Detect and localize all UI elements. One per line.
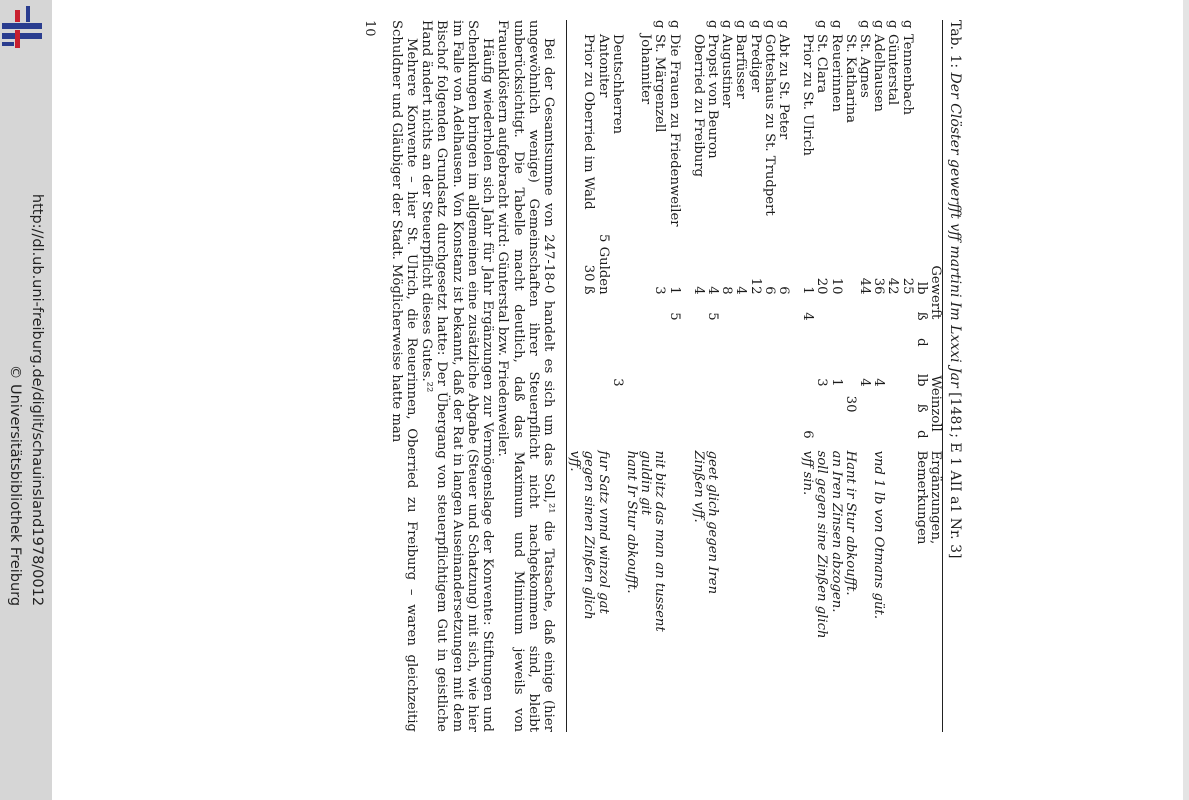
cell-weinzoll-d	[566, 417, 581, 443]
cell-gap	[638, 351, 652, 365]
cell-gewerft-d	[814, 325, 828, 351]
cell-gewerft-lb	[638, 234, 652, 299]
scanned-page	[248, 0, 988, 800]
cell-weinzoll-lb	[638, 365, 652, 391]
cell-remark: nit bitz das man an tussent	[652, 450, 668, 632]
cell-remark: hant Ir Stur abkoufft.	[623, 450, 639, 594]
copyright-text: © Universitätsbibliothek Freiburg	[7, 364, 23, 607]
cell-remark	[899, 443, 913, 732]
cell-remark: vnd 1 lb von Otmans güt.	[871, 450, 887, 620]
cell-gap	[800, 351, 814, 365]
cell-weinzoll-s	[899, 391, 913, 417]
cell-gap	[857, 351, 871, 365]
table-caption	[947, 20, 963, 732]
cell-remark: an Iren Zinsen abzogen.	[828, 450, 844, 613]
cell-weinzoll-lb: 4	[856, 378, 872, 387]
source-url[interactable]: http://dl.ub.uni-freiburg.de/diglit/schauinsland1978/0012	[29, 193, 45, 607]
cell-gewerft-d	[666, 325, 680, 351]
cell-gewerft-s	[776, 299, 790, 325]
cell-gap	[595, 351, 609, 365]
cell-weinzoll-s	[638, 391, 652, 417]
cell-gewerft-d	[800, 325, 814, 351]
cell-weinzoll-d	[871, 417, 885, 443]
cell-weinzoll-lb	[691, 365, 705, 391]
cell-weinzoll-d	[595, 417, 609, 443]
cell-gewerft-lb: 5 Gulden	[595, 234, 611, 295]
cell-gewerft-s	[843, 299, 857, 325]
table-row	[843, 20, 857, 732]
cell-weinzoll-d	[638, 417, 652, 443]
body-text	[389, 20, 556, 732]
table-row	[899, 20, 913, 732]
cell-name: Abt zu St. Peter	[775, 34, 791, 140]
paragraph: Häufig wiederholen sich Jahr für Jahr Ergänzungen zur Vermögenslage der Konvente: Stiftungen und Schenkungen bringen im allgemeinen eine zusätzliche Abgabe (Steuer und Schatzung) mit sich, wie hier im Falle von Adelhausen. Von Konstanz ist bekannt, daß der Rat in langen Auseinandersetzungen mit dem Bischof folgenden Grundsatz durchgesetzt hatte: Der Übergang von steuerpflichtigem Gut in geistliche Hand ändert nichts an der Steuerpflicht dieses Gutes.²²	[419, 20, 496, 732]
cell-name: Prior zu Oberried im Wald	[581, 34, 597, 210]
page-edge	[1183, 0, 1189, 800]
cell-remark: vff sin.	[800, 450, 816, 496]
header-d: d	[913, 338, 929, 347]
page-number: 10	[361, 20, 377, 37]
cell-weinzoll-lb	[719, 365, 733, 391]
ub-freiburg-logo-icon	[0, 6, 44, 52]
cell-marker	[581, 20, 595, 34]
cell-gap	[610, 351, 624, 365]
table-row	[652, 20, 666, 732]
cell-gap	[581, 351, 595, 365]
table-row	[776, 20, 790, 732]
header-ergaenzungen: Ergänzungen,	[928, 450, 943, 545]
cell-weinzoll-d	[581, 417, 595, 443]
cell-weinzoll-s	[828, 391, 842, 417]
cell-gewerft-d	[857, 325, 871, 351]
cell-gewerft-s	[624, 299, 638, 325]
cell-gewerft-lb: 25	[899, 277, 915, 295]
cell-weinzoll-s	[747, 391, 761, 417]
cell-weinzoll-lb	[595, 365, 609, 391]
cell-gewerft-s: 5	[666, 312, 682, 321]
cell-marker: g	[719, 20, 735, 29]
cell-remark	[885, 443, 899, 732]
cell-marker: g	[704, 20, 720, 29]
cell-weinzoll-lb	[566, 365, 581, 391]
cell-marker: g	[666, 20, 682, 29]
cell-weinzoll-lb: 3	[609, 378, 625, 387]
cell-weinzoll-d	[705, 417, 719, 443]
table-row	[814, 20, 828, 732]
cell-gewerft-s	[595, 299, 609, 325]
cell-gewerft-d	[581, 325, 595, 351]
cell-weinzoll-s	[581, 391, 595, 417]
cell-weinzoll-d	[610, 417, 624, 443]
cell-weinzoll-d	[691, 417, 705, 443]
cell-gewerft-d	[899, 325, 913, 351]
cell-weinzoll-s	[610, 391, 624, 417]
table-row	[581, 20, 595, 732]
cell-gewerft-s	[566, 299, 581, 325]
cell-weinzoll-lb: 3	[814, 378, 830, 387]
cell-gewerft-d	[624, 325, 638, 351]
cell-weinzoll-s	[719, 391, 733, 417]
cell-remark: geet glich gegen Iren	[704, 450, 720, 595]
cell-gewerft-s	[719, 299, 733, 325]
cell-weinzoll-d	[719, 417, 733, 443]
cell-weinzoll-s	[857, 391, 871, 417]
cell-gewerft-d	[762, 325, 776, 351]
cell-name: Augustiner	[719, 34, 735, 108]
cell-gap	[705, 351, 719, 365]
cell-gewerft-lb: 1	[666, 286, 682, 295]
table-row	[610, 20, 624, 732]
cell-name: Gotteshaus zu St. Trudpert	[761, 34, 777, 216]
cell-gap	[719, 351, 733, 365]
cell-gewerft-d	[595, 325, 609, 351]
cell-marker: g	[761, 20, 777, 29]
header-gewerft: Gewerft	[928, 265, 943, 320]
cell-weinzoll-lb	[800, 365, 814, 391]
viewer-sidebar	[0, 0, 52, 800]
cell-gewerft-lb: 6	[775, 286, 791, 295]
cell-gewerft-lb: 20	[814, 277, 830, 295]
cell-gewerft-lb: 44	[856, 277, 872, 295]
table-row	[705, 20, 719, 732]
cell-remark: fur Satz vnnd winzol gat	[595, 450, 611, 614]
cell-name	[624, 34, 638, 234]
cell-weinzoll-lb: 4	[871, 378, 887, 387]
cell-marker: g	[775, 20, 791, 29]
cell-remark	[719, 443, 733, 732]
cell-name: Prior zu St. Ulrich	[800, 34, 816, 156]
cell-gewerft-lb: 42	[885, 277, 901, 295]
table-row	[719, 20, 733, 732]
cell-weinzoll-s	[666, 391, 680, 417]
cell-name: Propst von Beuron	[704, 34, 720, 159]
cell-gap	[747, 351, 761, 365]
cell-gewerft-s	[733, 299, 747, 325]
cell-name: St. Märgenzell	[652, 34, 668, 133]
cell-weinzoll-lb	[885, 365, 899, 391]
cell-gap	[652, 351, 666, 365]
table-row	[566, 20, 581, 732]
cell-gewerft-d	[719, 325, 733, 351]
cell-weinzoll-d	[828, 417, 842, 443]
cell-weinzoll-d	[747, 417, 761, 443]
cell-name: Adelhausen	[871, 34, 887, 112]
cell-weinzoll-lb	[705, 365, 719, 391]
cell-name: Johanniter	[638, 34, 654, 105]
header-s: ß	[913, 403, 929, 413]
cell-gewerft-lb	[843, 234, 857, 299]
cell-gap	[624, 351, 638, 365]
cell-name: Oberried zu Freiburg	[690, 34, 706, 178]
cell-weinzoll-s	[885, 391, 899, 417]
cell-weinzoll-d	[776, 417, 790, 443]
cell-gewerft-s	[857, 299, 871, 325]
cell-gap	[814, 351, 828, 365]
table-row	[595, 20, 609, 732]
cell-gewerft-s	[652, 299, 666, 325]
cell-weinzoll-lb	[762, 365, 776, 391]
caption-source: [1481; E 1 AII a1 Nr. 3]	[947, 387, 963, 559]
cell-gewerft-s	[762, 299, 776, 325]
cell-marker: g	[747, 20, 763, 29]
cell-weinzoll-s	[691, 391, 705, 417]
cell-gewerft-lb: 10	[828, 277, 844, 295]
cell-marker	[638, 20, 652, 34]
credit-text	[4, 194, 48, 606]
cell-name: Die Frauen zu Friedenweiler	[666, 34, 682, 227]
cell-weinzoll-s	[762, 391, 776, 417]
cell-name: St. Agnes	[856, 34, 872, 98]
cell-gap	[899, 351, 913, 365]
cell-remark	[762, 443, 776, 732]
table-row	[800, 20, 814, 732]
cell-name: Reuerinnen	[828, 34, 844, 112]
cell-gap	[885, 351, 899, 365]
cell-gap	[666, 351, 680, 365]
cell-gap	[733, 351, 747, 365]
cell-weinzoll-lb	[581, 365, 595, 391]
cell-marker	[800, 20, 814, 34]
cell-name: Deutschherren	[609, 34, 625, 135]
cell-weinzoll-d	[652, 417, 666, 443]
cell-gewerft-lb: 1	[800, 286, 816, 295]
cell-marker: g	[856, 20, 872, 29]
header-lb: lb	[913, 281, 929, 295]
cell-remark: gegen sinen Zinßen glich	[581, 450, 597, 620]
cell-gewerft-d	[610, 325, 624, 351]
table-row	[871, 20, 885, 732]
header-lb: lb	[913, 373, 929, 387]
cell-gewerft-s	[610, 299, 624, 325]
cell-name: Prediger	[747, 34, 763, 93]
cell-weinzoll-lb	[899, 365, 913, 391]
cell-marker	[566, 20, 581, 34]
cell-name: Tennenbach	[899, 34, 915, 116]
cell-weinzoll-lb	[843, 365, 857, 391]
cell-gewerft-lb: 4	[704, 286, 720, 295]
cell-weinzoll-lb	[747, 365, 761, 391]
table-row	[666, 20, 680, 732]
cell-gewerft-d	[828, 325, 842, 351]
cell-gewerft-lb: 30 ß	[581, 264, 597, 295]
table-row	[828, 20, 842, 732]
cell-name: Barfüsser	[733, 34, 749, 99]
cell-gewerft-d	[885, 325, 899, 351]
cell-marker: g	[652, 20, 668, 29]
cell-name: Antoniter	[595, 34, 611, 98]
cell-marker	[595, 20, 609, 34]
cell-remark: Zinßen vff.	[690, 450, 706, 523]
cell-weinzoll-d	[885, 417, 899, 443]
cell-remark	[857, 443, 871, 732]
row-spacer	[790, 20, 800, 732]
caption-prefix: Tab. 1:	[947, 20, 963, 73]
cell-gewerft-s	[747, 299, 761, 325]
cell-weinzoll-s	[800, 391, 814, 417]
cell-remark	[776, 443, 790, 732]
cell-gewerft-lb: 4	[690, 286, 706, 295]
cell-weinzoll-s	[624, 391, 638, 417]
table-row	[638, 20, 652, 732]
caption-title: Der Clöster gewerfft vff martini Im Lxxxi Jar	[947, 72, 963, 388]
cell-gap	[828, 351, 842, 365]
table-row	[885, 20, 899, 732]
cell-gewerft-lb: 8	[719, 286, 735, 295]
cell-remark: vff.	[567, 450, 583, 472]
cell-weinzoll-lb	[652, 365, 666, 391]
cell-gewerft-s	[814, 299, 828, 325]
cell-gewerft-s	[691, 299, 705, 325]
cell-weinzoll-d	[762, 417, 776, 443]
table-body	[566, 20, 913, 732]
table-row	[733, 20, 747, 732]
cell-gewerft-s	[828, 299, 842, 325]
cell-weinzoll-s	[652, 391, 666, 417]
cell-gap	[566, 351, 581, 365]
cell-weinzoll-s: 30	[842, 395, 858, 413]
cell-name: St. Clara	[814, 34, 830, 94]
table-row	[747, 20, 761, 732]
cell-weinzoll-d: 6	[800, 430, 816, 439]
cell-gap	[843, 351, 857, 365]
cell-weinzoll-s	[705, 391, 719, 417]
cell-name: Günterstal	[885, 34, 901, 106]
cell-remark	[666, 443, 680, 732]
cell-weinzoll-s	[566, 391, 581, 417]
cell-remark	[610, 443, 624, 732]
cell-gewerft-d	[705, 325, 719, 351]
cell-gewerft-d	[871, 325, 885, 351]
cell-weinzoll-s	[776, 391, 790, 417]
cell-weinzoll-d	[666, 417, 680, 443]
cell-gewerft-lb	[566, 234, 581, 299]
cell-marker: g	[885, 20, 901, 29]
cell-weinzoll-s	[595, 391, 609, 417]
cell-remark: Hant ir Stur abkoufft.	[842, 450, 858, 596]
cell-marker: g	[899, 20, 915, 29]
cell-marker: g	[733, 20, 749, 29]
cell-gewerft-d	[566, 325, 581, 351]
cell-gewerft-lb: 3	[652, 286, 668, 295]
cell-gewerft-s	[885, 299, 899, 325]
cell-weinzoll-lb	[733, 365, 747, 391]
table-row	[691, 20, 705, 732]
cell-marker: g	[814, 20, 830, 29]
table-row	[762, 20, 776, 732]
cell-gewerft-d	[652, 325, 666, 351]
cell-weinzoll-d	[857, 417, 871, 443]
cell-weinzoll-lb	[776, 365, 790, 391]
cell-gewerft-s	[638, 299, 652, 325]
cell-gewerft-lb	[624, 234, 638, 299]
cell-gewerft-s	[899, 299, 913, 325]
cell-weinzoll-lb: 1	[828, 378, 844, 387]
cell-gewerft-s: 4	[800, 312, 816, 321]
cell-weinzoll-d	[843, 417, 857, 443]
cell-gap	[762, 351, 776, 365]
header-weinzoll: Weinzoll	[928, 375, 943, 432]
header-s: ß	[913, 311, 929, 321]
cell-gewerft-s	[581, 299, 595, 325]
cell-gewerft-d	[638, 325, 652, 351]
cell-gewerft-d	[733, 325, 747, 351]
cell-weinzoll-d	[733, 417, 747, 443]
cell-gewerft-d	[843, 325, 857, 351]
cell-remark	[733, 443, 747, 732]
cell-gewerft-lb	[610, 234, 624, 299]
cell-gewerft-lb: 6	[761, 286, 777, 295]
cell-marker: g	[828, 20, 844, 29]
cell-marker	[610, 20, 624, 34]
tax-table	[566, 20, 943, 732]
cell-gewerft-lb: 4	[733, 286, 749, 295]
cell-name: St. Katharina	[842, 34, 858, 123]
cell-gap	[776, 351, 790, 365]
paragraph: Bei der Gesamtsumme von 247-18-0 handelt es sich um das Soll,²¹ die Tatsache, daß einige (hier ungewöhnlich wenige) Gemeinschaften ihrer Steuerpflicht nicht nachgekommen sind, bleibt unberücksichtigt. Die Tabelle macht deutlich, daß das Maximum und Minimum jeweils von Frauenklöstern aufgebracht wird: Günterstal bzw. Friedenweiler.	[495, 20, 556, 732]
table-row	[624, 20, 638, 732]
cell-weinzoll-d	[899, 417, 913, 443]
cell-weinzoll-d	[814, 417, 828, 443]
cell-weinzoll-s	[871, 391, 885, 417]
cell-gewerft-d	[747, 325, 761, 351]
cell-marker: g	[871, 20, 887, 29]
cell-gewerft-lb: 36	[871, 277, 887, 295]
row-spacer	[681, 20, 691, 732]
cell-remark	[747, 443, 761, 732]
header-bemerkungen: Bemerkungen	[913, 450, 929, 545]
cell-gewerft-d	[776, 325, 790, 351]
header-d: d	[913, 430, 929, 439]
paragraph: Mehrere Konvente – hier St. Ulrich, die Reuerinnen, Oberried zu Freiburg – waren gleichzeitig Schuldner und Gläubiger der Stadt. Möglicherweise hatte man	[388, 20, 420, 732]
cell-remark: guldin git	[638, 450, 654, 516]
cell-gap	[871, 351, 885, 365]
cell-weinzoll-d	[624, 417, 638, 443]
cell-gap	[691, 351, 705, 365]
cell-remark: soll gegen sine Zinßen glich	[814, 450, 830, 639]
cell-weinzoll-lb	[624, 365, 638, 391]
cell-gewerft-d	[691, 325, 705, 351]
cell-weinzoll-lb	[666, 365, 680, 391]
cell-marker	[691, 20, 705, 34]
cell-marker	[624, 20, 638, 34]
cell-marker	[843, 20, 857, 34]
cell-name	[566, 34, 581, 234]
table-row	[857, 20, 871, 732]
cell-gewerft-lb: 12	[747, 277, 763, 295]
cell-gewerft-s	[871, 299, 885, 325]
cell-weinzoll-s	[814, 391, 828, 417]
cell-gewerft-s: 5	[704, 312, 720, 321]
cell-weinzoll-s	[733, 391, 747, 417]
